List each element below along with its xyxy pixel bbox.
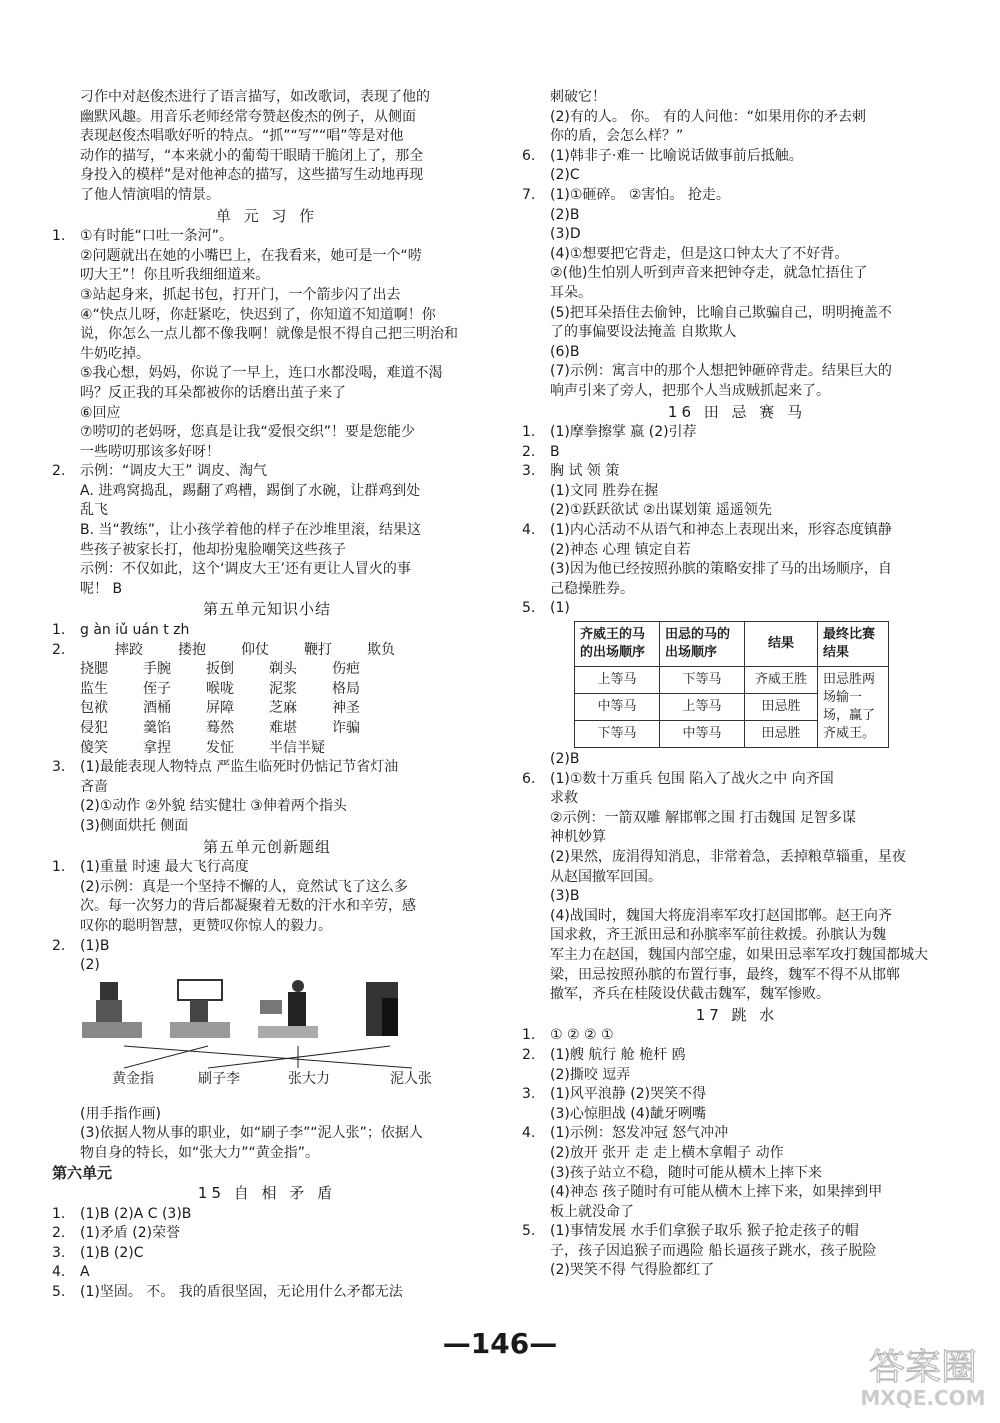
answer-line [522, 521, 952, 541]
answer-text: ③站起身来，抓起书包，打开门，一个箭步闪了出去 [80, 286, 401, 303]
answer-line [52, 1124, 482, 1144]
answer-text: B [550, 443, 560, 460]
answer-text: 求救 [550, 790, 578, 807]
answer-line [52, 937, 482, 957]
word: 蓦然 [206, 720, 234, 736]
answer-text: 次。每一次努力的背后都凝聚着无数的汗水和辛劳，感 [80, 898, 416, 915]
table-cell: 下等马 [575, 721, 660, 748]
answer-text: 呢！ B [80, 580, 123, 597]
answer-line [522, 868, 952, 888]
answer-text: 叹你的聪明智慧，更赞叹你惊人的毅力。 [80, 917, 332, 934]
answer-text: 耳朵。 [550, 284, 592, 301]
section-heading [522, 403, 952, 423]
question-number: 1. [52, 1205, 66, 1222]
answer-text: (1)示例：怒发冲冠 怒气冲冲 [550, 1125, 729, 1142]
answer-line [522, 1085, 952, 1105]
answer-text: (2)①动作 ②外貌 结实健壮 ③伸着两个指头 [80, 798, 347, 815]
answer-line [52, 858, 482, 878]
answer-text: 身投入的模样”是对他神态的描写，这些描写生动地再现 [80, 167, 424, 184]
answer-text: (2)C [550, 167, 580, 184]
question-number: 2. [522, 1046, 536, 1063]
watermark-logo [858, 1335, 988, 1413]
question-number: 6. [522, 770, 536, 787]
word: 难堪 [269, 720, 297, 736]
question-number: 1. [52, 228, 66, 245]
answer-text: (1)艘 航行 舱 桅杆 鸥 [550, 1046, 686, 1063]
answer-line [52, 286, 482, 306]
answer-line [52, 817, 482, 837]
question-number: 2. [522, 443, 536, 460]
answer-line [52, 1263, 482, 1283]
section-heading [52, 1184, 482, 1204]
answer-line [522, 186, 952, 206]
table-cell: 中等马 [575, 694, 660, 721]
answer-line [522, 127, 952, 147]
question-number: 5. [522, 600, 536, 617]
word: 摔跤 [115, 641, 143, 658]
answer-line [52, 878, 482, 898]
answer-line [52, 227, 482, 247]
word: 手腕 [143, 661, 171, 678]
answer-line [52, 345, 482, 365]
answer-line [522, 1183, 952, 1203]
answer-line [52, 1205, 482, 1225]
answer-text: 你的盾，会怎么样？” [550, 128, 684, 145]
table-cell: 田忌胜 [745, 721, 818, 748]
match-label: 张大力 [288, 1070, 330, 1087]
answer-line [522, 362, 952, 382]
word: 挠腮 [80, 661, 108, 678]
answer-text: ①有时能“口吐一条河”。 [80, 228, 234, 245]
answer-text: (1)事情发展 水手们拿猴子取乐 猴子抢走孩子的帽 [550, 1223, 859, 1240]
answer-line [52, 580, 482, 600]
answer-line [522, 304, 952, 324]
question-number: 2. [52, 937, 66, 954]
answer-line [522, 423, 952, 443]
answer-text: 物自身的特长，如“张大力”“黄金指”。 [80, 1144, 320, 1161]
answer-text: (1)B [80, 937, 110, 954]
question-number: 1. [52, 859, 66, 876]
answer-line [522, 887, 952, 907]
answer-line [522, 108, 952, 128]
answer-text: (1)摩拳擦掌 嬴 (2)引荐 [550, 424, 697, 441]
answer-line [52, 797, 482, 817]
answer-text: B. 当“教练”，让小孩学着他的样子在沙堆里滚，结果这 [80, 522, 422, 539]
answer-text: (2)哭笑不得 气得脸都红了 [550, 1262, 715, 1279]
answer-text: 军主力在赵国，魏国内部空虚，如果田忌率军攻打魏国都城大 [550, 946, 928, 963]
word: 包袱 [80, 700, 108, 717]
word: 傻笑 [80, 739, 108, 756]
word-grid [52, 641, 482, 759]
match-label: 刷子李 [198, 1070, 240, 1087]
answer-line [522, 284, 952, 304]
answer-line [52, 423, 482, 443]
answer-text: ⑦唠叨的老妈呀，您真是让我“爱恨交织”！要是您能少 [80, 424, 416, 441]
answer-text: 示例：“调皮大王” 调皮、淘气 [80, 463, 267, 480]
answer-text: (1)重量 时速 最大飞行高度 [80, 859, 249, 876]
answer-text: (1)文同 胜券在握 [550, 482, 659, 499]
answer-text: 17 跳 水 [695, 1005, 779, 1024]
answer-text: ① ② ② ① [550, 1027, 614, 1044]
word-row [80, 699, 482, 719]
answer-text: (3)B [550, 888, 580, 905]
answer-line [522, 462, 952, 482]
matching-lines [52, 978, 482, 1078]
answer-text: 示例：不仅如此，这个‘调皮大王’还有更让人冒火的事 [80, 561, 411, 578]
left-text-block-3 [52, 1105, 482, 1303]
answer-text: 撤军，齐兵在桂陵设伏截击魏军，魏军惨败。 [550, 986, 830, 1003]
answer-line [52, 404, 482, 424]
answer-text: ②示例：一箭双雕 解邯郸之围 打击魏国 足智多谋 [550, 809, 856, 826]
answer-text: 刁作中对赵俊杰进行了语言描写，如改歌词，表现了他的 [80, 89, 430, 105]
word-row [80, 719, 482, 739]
word: 喉咙 [206, 680, 234, 697]
answer-text: (1)坚固。 不。 我的盾很坚固，无论用什么矛都无法 [80, 1284, 403, 1301]
answer-text: 叨大王”！你且听我细细道来。 [80, 267, 270, 284]
question-number: 2. [52, 1225, 66, 1242]
answer-line [522, 599, 952, 619]
answer-text: 说，你怎么一点儿都不像我啊！就像是恨不得自己把三明治和 [80, 326, 458, 343]
left-text-block-2 [52, 758, 482, 976]
answer-line [522, 1222, 952, 1242]
question-number: 1. [522, 424, 536, 441]
section-heading [522, 1006, 952, 1026]
question-number: 2. [52, 641, 66, 658]
right-column [522, 88, 952, 1281]
answer-text: 单 元 习 作 [215, 206, 319, 225]
answer-text: 板上就没命了 [550, 1203, 634, 1220]
answer-text: (2)①跃跃欲试 ②出谋划策 遥遥领先 [550, 502, 772, 519]
answer-text: (2)神态 心理 镇定自若 [550, 541, 691, 558]
answer-line [52, 384, 482, 404]
answer-text: A. 进鸡窝捣乱，踢翻了鸡槽，踢倒了水碗，让群鸡到处 [80, 482, 421, 499]
answer-line [522, 166, 952, 186]
answer-text: (3)心惊胆战 (4)龇牙咧嘴 [550, 1105, 707, 1122]
word: 监生 [80, 680, 108, 697]
word: 羹馅 [143, 720, 171, 736]
word: 扳倒 [206, 661, 234, 678]
answer-line [52, 917, 482, 937]
word-row [80, 680, 482, 700]
answer-line [522, 1242, 952, 1262]
answer-text: (7)示例：寓言中的那个人想把钟砸碎背走。结果巨大的 [550, 363, 892, 380]
word: 鞭打 [304, 641, 332, 658]
answer-line [522, 264, 952, 284]
question-number: 4. [522, 1125, 536, 1142]
section-heading [52, 600, 482, 620]
answer-line [52, 1224, 482, 1244]
answer-line [522, 1026, 952, 1046]
answer-line [52, 166, 482, 186]
section-heading [52, 207, 482, 227]
answer-text: (1)最能表现人物特点 严监生临死时仍惦记节省灯油 [80, 759, 399, 776]
answer-line [52, 443, 482, 463]
answer-text: ②(他)生怕别人听到声音来把钟夺走，就急忙捂住了 [550, 265, 868, 282]
question-number: 4. [52, 1264, 66, 1281]
answer-line [52, 758, 482, 778]
answer-line [522, 343, 952, 363]
question-number: 4. [522, 522, 536, 539]
answer-line [522, 1261, 952, 1281]
answer-line [52, 956, 482, 976]
answer-text: (3)依据人物从事的职业，如“刷子李”“泥人张”；依据人 [80, 1125, 423, 1142]
answer-line [522, 323, 952, 343]
answer-line [52, 88, 482, 108]
answer-text: (1)矛盾 (2)荣誉 [80, 1225, 181, 1242]
answer-text: ⑥回应 [80, 404, 121, 421]
answer-text: 从赵国撤军回国。 [550, 868, 662, 885]
answer-line [522, 443, 952, 463]
answer-text: (1) [550, 600, 570, 617]
table-cell: 上等马 [660, 694, 745, 721]
word: 半信半疑 [269, 739, 325, 756]
answer-line [52, 364, 482, 384]
table-header: 最终比赛结果 [818, 622, 889, 667]
answer-text: (2) [80, 957, 100, 974]
match-label: 泥人张 [390, 1070, 432, 1087]
answer-text: 15 自 相 矛 盾 [197, 1184, 337, 1203]
question-number: 3. [52, 1244, 66, 1261]
answer-text: (2)示例：真是一个坚持不懈的人，竟然试飞了这么多 [80, 878, 408, 895]
answer-line [52, 247, 482, 267]
answer-line [52, 482, 482, 502]
answer-line [522, 770, 952, 790]
answer-text: 第五单元知识小结 [202, 600, 331, 619]
answer-line [522, 1124, 952, 1144]
answer-text: (2)B [550, 206, 580, 223]
answer-text: 乱飞 [80, 502, 108, 519]
answer-text: A [80, 1264, 90, 1281]
answer-line [522, 541, 952, 561]
answer-text: (2)B [550, 751, 580, 768]
answer-line [522, 382, 952, 402]
word: 侵犯 [80, 720, 108, 736]
answer-line [52, 778, 482, 798]
question-number: 3. [522, 1086, 536, 1103]
answer-line [522, 809, 952, 829]
answer-line [52, 1244, 482, 1264]
answer-line [522, 147, 952, 167]
answer-text: (1)B (2)C [80, 1244, 144, 1261]
answer-text: 吗？反正我的耳朵都被你的话磨出茧子来了 [80, 384, 346, 401]
answer-line [52, 266, 482, 286]
answer-line [522, 926, 952, 946]
word: 屏障 [206, 700, 234, 717]
answer-line [52, 501, 482, 521]
answer-line [522, 985, 952, 1005]
answer-line [522, 1066, 952, 1086]
answer-line [522, 580, 952, 600]
word: 芝麻 [269, 700, 297, 717]
answer-text: (用手指作画) [80, 1105, 161, 1122]
question-number: 5. [522, 1223, 536, 1240]
answer-text: ④“快点儿呀，你赶紧吃，快迟到了，你知道不知道啊！你 [80, 306, 436, 323]
answer-text: (4)①想要把它背走，但是这口钟太大了不好背。 [550, 245, 849, 262]
word: 侄子 [143, 680, 171, 697]
answer-line [522, 1046, 952, 1066]
answer-text: ②问题就出在她的小嘴巴上，在我看来，她可是一个“唠 [80, 247, 422, 264]
answer-text: 表现赵俊杰唱歌好听的特点。“抓”“写”“唱”等是对他 [80, 128, 404, 145]
word: 神圣 [332, 700, 360, 717]
table-final-result: 田忌胜两场输一场，赢了齐威王。 [818, 667, 889, 748]
table-header: 齐威王的马的出场顺序 [575, 622, 660, 667]
answer-line [522, 560, 952, 580]
answer-line [522, 206, 952, 226]
svg-text:MXQE.COM: MXQE.COM [860, 1386, 986, 1410]
table-header: 田忌的马的出场顺序 [660, 622, 745, 667]
answer-text: 动作的描写，“本来就小的葡萄干眼睛干脆闭上了，那全 [80, 147, 424, 164]
answer-line [52, 560, 482, 580]
answer-text: 了的事偏要设法掩盖 自欺欺人 [550, 324, 737, 341]
word: 仰仗 [241, 641, 269, 658]
horse-race-table [574, 621, 889, 748]
question-number: 6. [522, 147, 536, 164]
answer-line [522, 245, 952, 265]
answer-text: (1)①数十万重兵 包围 陷入了战火之中 向齐国 [550, 770, 834, 787]
answer-text: 了他人情演唱的情景。 [80, 186, 220, 203]
answer-text: ⑤我心想，妈妈，你说了一早上，连口水都没喝，难道不渴 [80, 365, 443, 382]
word-row [52, 641, 482, 661]
answer-text: (4)战国时，魏国大将庞涓率军攻打赵国邯郸。赵王向齐 [550, 907, 892, 924]
right-text-block-2 [522, 750, 952, 1281]
section-heading [52, 838, 482, 858]
answer-text: 一些唠叨那该多好呀！ [80, 443, 220, 460]
answer-line [522, 1203, 952, 1223]
table-cell: 中等马 [660, 721, 745, 748]
right-text-block-1 [522, 88, 952, 619]
question-number: 3. [522, 463, 536, 480]
answer-text: (3)D [550, 226, 581, 243]
answer-line [522, 828, 952, 848]
answer-text: 神机妙算 [550, 829, 606, 846]
answer-text: 子，孩子因追猴子而遇险 船长逼孩子跳水，孩子脱险 [550, 1242, 877, 1259]
answer-text: 胸 试 领 策 [550, 463, 620, 480]
answer-line [52, 521, 482, 541]
answer-line [522, 225, 952, 245]
answer-text: (1)韩非子·难一 比喻说话做事前后抵触。 [550, 147, 803, 164]
answer-line [52, 462, 482, 482]
answer-line [52, 1283, 482, 1303]
answer-text: 幽默风趣。用音乐老师经常夸赞赵俊杰的例子，从侧面 [80, 108, 416, 125]
word: 欺负 [367, 641, 395, 658]
left-text-block-1 [52, 88, 482, 641]
answer-text: 16 田 忌 赛 马 [667, 402, 807, 421]
word: 拿捏 [143, 739, 171, 756]
answer-text: (2)果然，庞涓得知消息，非常着急，丢掉粮草辎重，星夜 [550, 849, 906, 865]
answer-line [52, 621, 482, 641]
answer-line [522, 946, 952, 966]
table-cell: 田忌胜 [745, 694, 818, 721]
answer-text: 梁，田忌按照孙膑的布置行事，最终，魏军不得不从邯郸 [550, 966, 900, 983]
question-number: 1. [52, 622, 66, 639]
answer-text: (3)因为他已经按照孙膑的策略安排了马的出场顺序，自 [550, 561, 892, 578]
answer-text: 第五单元创新题组 [202, 837, 331, 856]
question-number: 3. [52, 759, 66, 776]
answer-line [52, 127, 482, 147]
table-cell: 齐威王胜 [745, 667, 818, 694]
answer-text: (2)放开 张开 走 走上横木拿帽子 动作 [550, 1144, 784, 1161]
answer-line [52, 108, 482, 128]
unit-title [52, 1164, 482, 1184]
word: 酒桶 [143, 700, 171, 717]
answer-text: 刺破它！ [550, 89, 606, 105]
answer-text: 第六单元 [52, 1163, 113, 1182]
answer-text: g àn iǔ uán t zh [80, 622, 190, 639]
word: 格局 [332, 680, 360, 697]
answer-line [522, 482, 952, 502]
question-number: 2. [52, 463, 66, 480]
word: 伤疤 [332, 661, 360, 678]
left-column [52, 88, 482, 1303]
answer-line [52, 897, 482, 917]
answer-text: (3)孩子站立不稳，随时可能从横木上摔下来 [550, 1164, 822, 1181]
word: 泥浆 [269, 680, 297, 697]
word: 搂抱 [178, 641, 206, 658]
answer-line [522, 789, 952, 809]
page-number: —146— [442, 1327, 558, 1360]
question-number: 5. [52, 1284, 66, 1301]
svg-text:答案圈: 答案圈 [868, 1347, 978, 1388]
word: 剃头 [269, 661, 297, 678]
answer-text: 些孩子被家长打，他却扮鬼脸嘲笑这些孩子 [80, 541, 346, 558]
word-row [80, 660, 482, 680]
answer-line [52, 541, 482, 561]
answer-text: 牛奶吃掉。 [80, 345, 150, 362]
answer-line [52, 306, 482, 326]
answer-line [522, 88, 952, 108]
word: 发怔 [206, 739, 234, 756]
answer-text: (5)把耳朵捂住去偷钟，比喻自己欺骗自己，明明掩盖不 [550, 304, 892, 321]
answer-line [52, 147, 482, 167]
answer-text: (6)B [550, 343, 580, 360]
answer-text: (1)B (2)A C (3)B [80, 1205, 192, 1222]
word-row [80, 739, 482, 759]
answer-line [522, 501, 952, 521]
answer-text: 己稳操胜券。 [550, 580, 634, 597]
table-header: 结果 [745, 622, 818, 667]
answer-line [522, 750, 952, 770]
table-cell: 下等马 [660, 667, 745, 694]
word: 诈骗 [332, 720, 360, 736]
answer-line [52, 1144, 482, 1164]
answer-text: (3)侧面烘托 侧面 [80, 817, 189, 834]
answer-line [522, 1144, 952, 1164]
table-cell: 上等马 [575, 667, 660, 694]
answer-text: 国求救，齐王派田忌和孙膑率军前往救援。孙膑认为魏 [550, 927, 886, 944]
matching-figure [52, 978, 482, 1103]
answer-text: (1)风平浪静 (2)哭笑不得 [550, 1086, 707, 1103]
answer-line [522, 907, 952, 927]
answer-text: 响声引来了旁人，把那个人当成贼抓起来了。 [550, 382, 830, 399]
answer-text: (4)神态 孩子随时有可能从横木上摔下来，如果摔到甲 [550, 1184, 883, 1201]
answer-line [52, 186, 482, 206]
answer-line [522, 1164, 952, 1184]
answer-line [522, 966, 952, 986]
answer-text: (2)有的人。 你。 有的人问他：“如果用你的矛去刺 [550, 108, 866, 125]
match-label: 黄金指 [112, 1070, 154, 1087]
answer-line [52, 325, 482, 345]
answer-text: (2)撕咬 逗弄 [550, 1066, 631, 1083]
answer-text: 吝啬 [80, 778, 108, 795]
answer-line [522, 1105, 952, 1125]
answer-line [52, 1105, 482, 1125]
answer-text: (1)①砸碎。 ②害怕。 抢走。 [550, 186, 730, 203]
question-number: 7. [522, 186, 536, 203]
answer-text: (1)内心活动不从语气和神态上表现出来，形容态度镇静 [550, 522, 892, 539]
question-number: 1. [522, 1027, 536, 1044]
answer-line [522, 848, 952, 868]
